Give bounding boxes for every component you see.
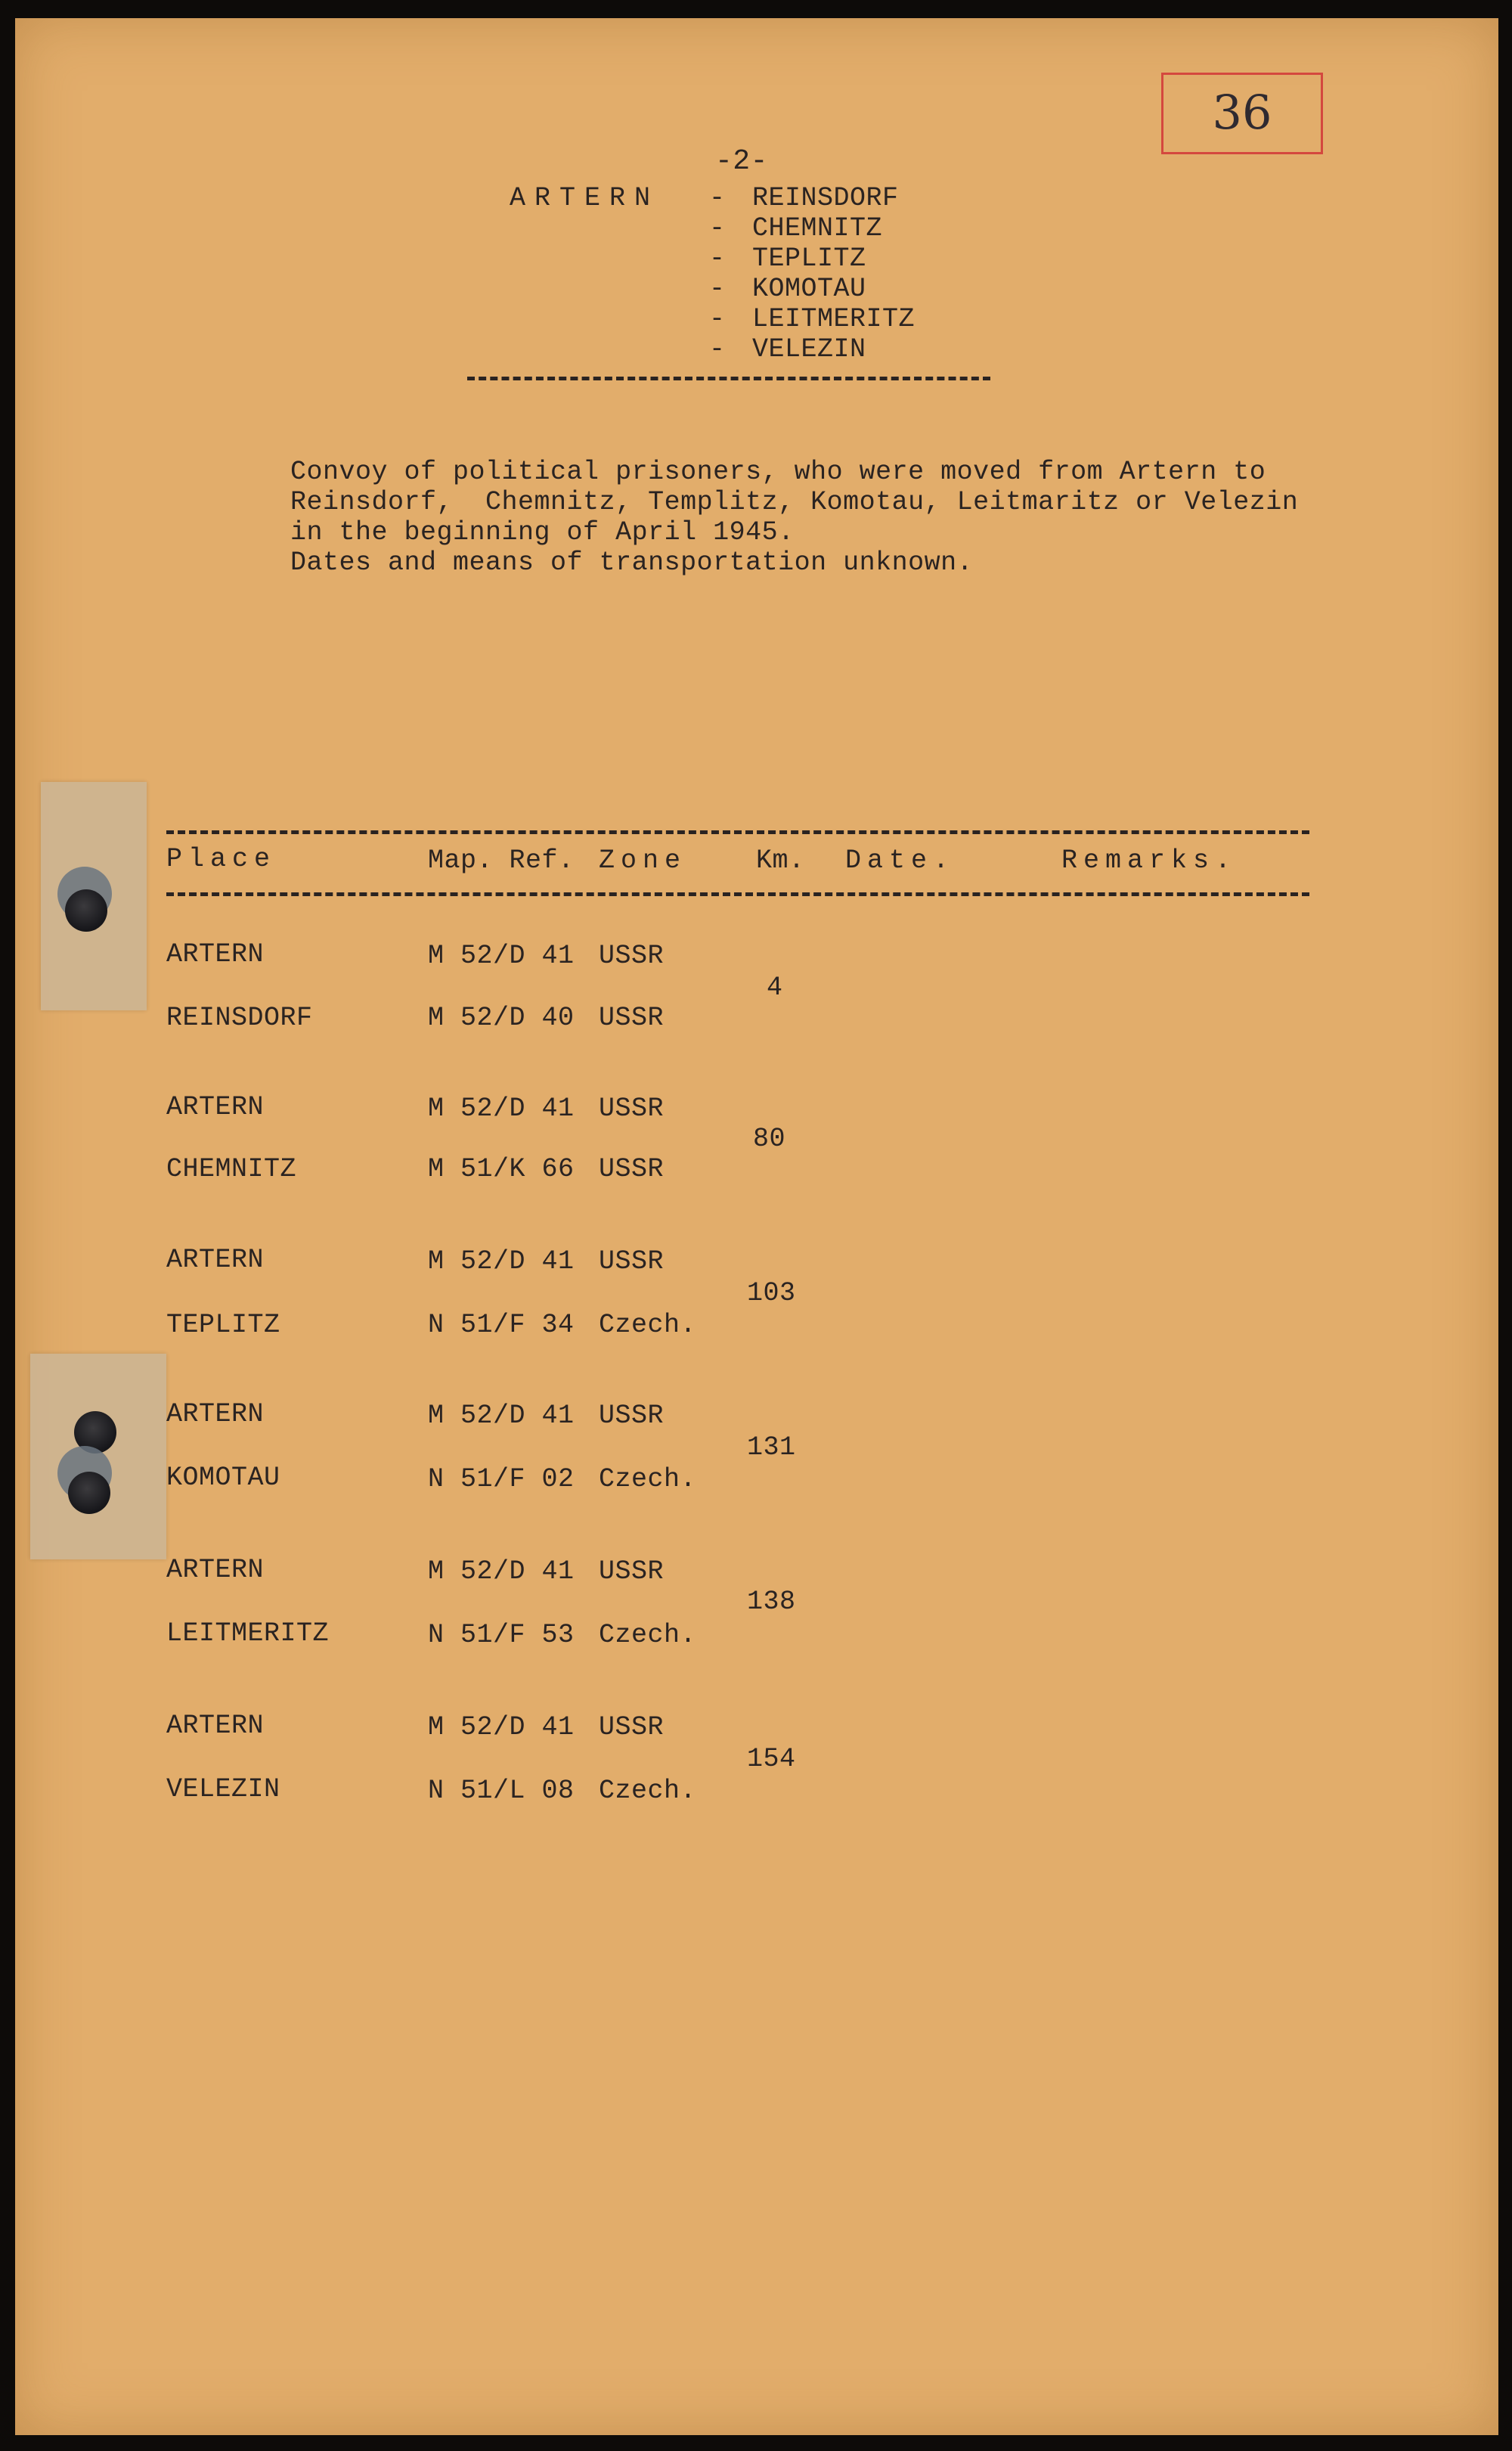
route-from-place: ARTERN: [166, 939, 265, 970]
route-to-map-ref: N 51/F 34: [428, 1310, 575, 1340]
title-destination: LEITMERITZ: [752, 304, 916, 334]
route-to-place: CHEMNITZ: [166, 1154, 297, 1184]
header-place: Place: [166, 844, 277, 874]
route-to-zone: USSR: [599, 1154, 665, 1184]
header-date: Date.: [845, 845, 956, 876]
title-origin: ARTERN: [510, 183, 660, 213]
description-line: Dates and means of transportation unknown.: [290, 548, 974, 578]
route-to-place: KOMOTAU: [166, 1463, 280, 1493]
title-destination: CHEMNITZ: [752, 213, 883, 244]
route-from-map-ref: M 52/D 41: [428, 1712, 575, 1742]
route-to-place: LEITMERITZ: [166, 1618, 330, 1649]
route-from-map-ref: M 52/D 41: [428, 1094, 575, 1124]
description-line: in the beginning of April 1945.: [290, 517, 795, 548]
route-km: 4: [767, 973, 783, 1003]
route-from-zone: USSR: [599, 1094, 665, 1124]
punch-hole: [68, 1472, 110, 1514]
route-from-place: ARTERN: [166, 1245, 265, 1275]
route-km: 131: [747, 1432, 796, 1463]
header-map-ref: Map. Ref.: [428, 845, 575, 876]
route-to-place: TEPLITZ: [166, 1310, 280, 1340]
route-to-place: VELEZIN: [166, 1774, 280, 1804]
route-from-map-ref: M 52/D 41: [428, 1556, 575, 1587]
route-to-zone: Czech.: [599, 1620, 697, 1650]
route-km: 138: [747, 1587, 796, 1617]
punch-hole: [65, 889, 107, 932]
document-page: 36 -2- ARTERN - - - - - - REINSDORF CHEMNITZ TEPLITZ KOMOTAU LEITMERITZ VELEZIN Convoy of political prisoners, who were moved from Artern to Reinsdorf, Chemnitz, Templitz, Komotau, Leitmaritz or Velezin in the beginning of April 1945. Dates and means of transportation unknown. Place Map. Ref. Zone Km. Date. Remarks. ARTERN M 52/D 41 USSR 4 REINSDORF M 52/D 40 USSR ARTERN M 52/D 41 USSR 80 CHEMNITZ M 51/K 66 USSR ARTERN M 52/D 41 USSR 103 TEPLITZ N 51/F 34 Czech. ARTERN M 52/D 41 USSR 131 KOMOTAU N 51/F 02 Czech. ARTERN M 52/D 41 USSR 138 LEITMERITZ N 51/F 53 Czech. ARTERN M 52/D 41 USSR 154 VELEZIN N 51/L 08 Czech.: [15, 18, 1498, 2435]
route-from-map-ref: M 52/D 41: [428, 941, 575, 971]
description-line: Reinsdorf, Chemnitz, Templitz, Komotau, Leitmaritz or Velezin: [290, 487, 1299, 517]
route-from-map-ref: M 52/D 41: [428, 1401, 575, 1431]
route-to-zone: Czech.: [599, 1776, 697, 1806]
header-zone: Zone: [599, 845, 687, 876]
route-to-zone: Czech.: [599, 1464, 697, 1494]
description-line: Convoy of political prisoners, who were moved from Artern to: [290, 457, 1266, 487]
header-remarks: Remarks.: [1061, 845, 1238, 876]
table-top-rule: [166, 830, 1309, 834]
route-km: 80: [753, 1124, 786, 1154]
route-to-zone: USSR: [599, 1003, 665, 1033]
route-to-map-ref: M 52/D 40: [428, 1003, 575, 1033]
route-from-zone: USSR: [599, 1401, 665, 1431]
route-from-map-ref: M 52/D 41: [428, 1246, 575, 1277]
title-destination: REINSDORF: [752, 183, 899, 213]
route-to-map-ref: M 51/K 66: [428, 1154, 575, 1184]
route-from-place: ARTERN: [166, 1399, 265, 1429]
route-km: 154: [747, 1744, 796, 1774]
title-destination: KOMOTAU: [752, 274, 866, 304]
title-destination: TEPLITZ: [752, 244, 866, 274]
route-to-map-ref: N 51/F 02: [428, 1464, 575, 1494]
route-from-zone: USSR: [599, 1556, 665, 1587]
title-underline: [467, 377, 990, 380]
route-to-place: REINSDORF: [166, 1003, 313, 1033]
route-from-place: ARTERN: [166, 1711, 265, 1741]
route-km: 103: [747, 1278, 796, 1308]
route-from-zone: USSR: [599, 941, 665, 971]
header-km: Km.: [756, 845, 805, 876]
page-number: -2-: [715, 145, 768, 178]
route-to-zone: Czech.: [599, 1310, 697, 1340]
table-header-rule: [166, 892, 1309, 896]
route-from-zone: USSR: [599, 1246, 665, 1277]
title-destination: VELEZIN: [752, 334, 866, 365]
route-to-map-ref: N 51/L 08: [428, 1776, 575, 1806]
page-number-stamp: 36: [1161, 73, 1323, 154]
route-from-place: ARTERN: [166, 1092, 265, 1122]
route-to-map-ref: N 51/F 53: [428, 1620, 575, 1650]
route-from-zone: USSR: [599, 1712, 665, 1742]
route-from-place: ARTERN: [166, 1555, 265, 1585]
